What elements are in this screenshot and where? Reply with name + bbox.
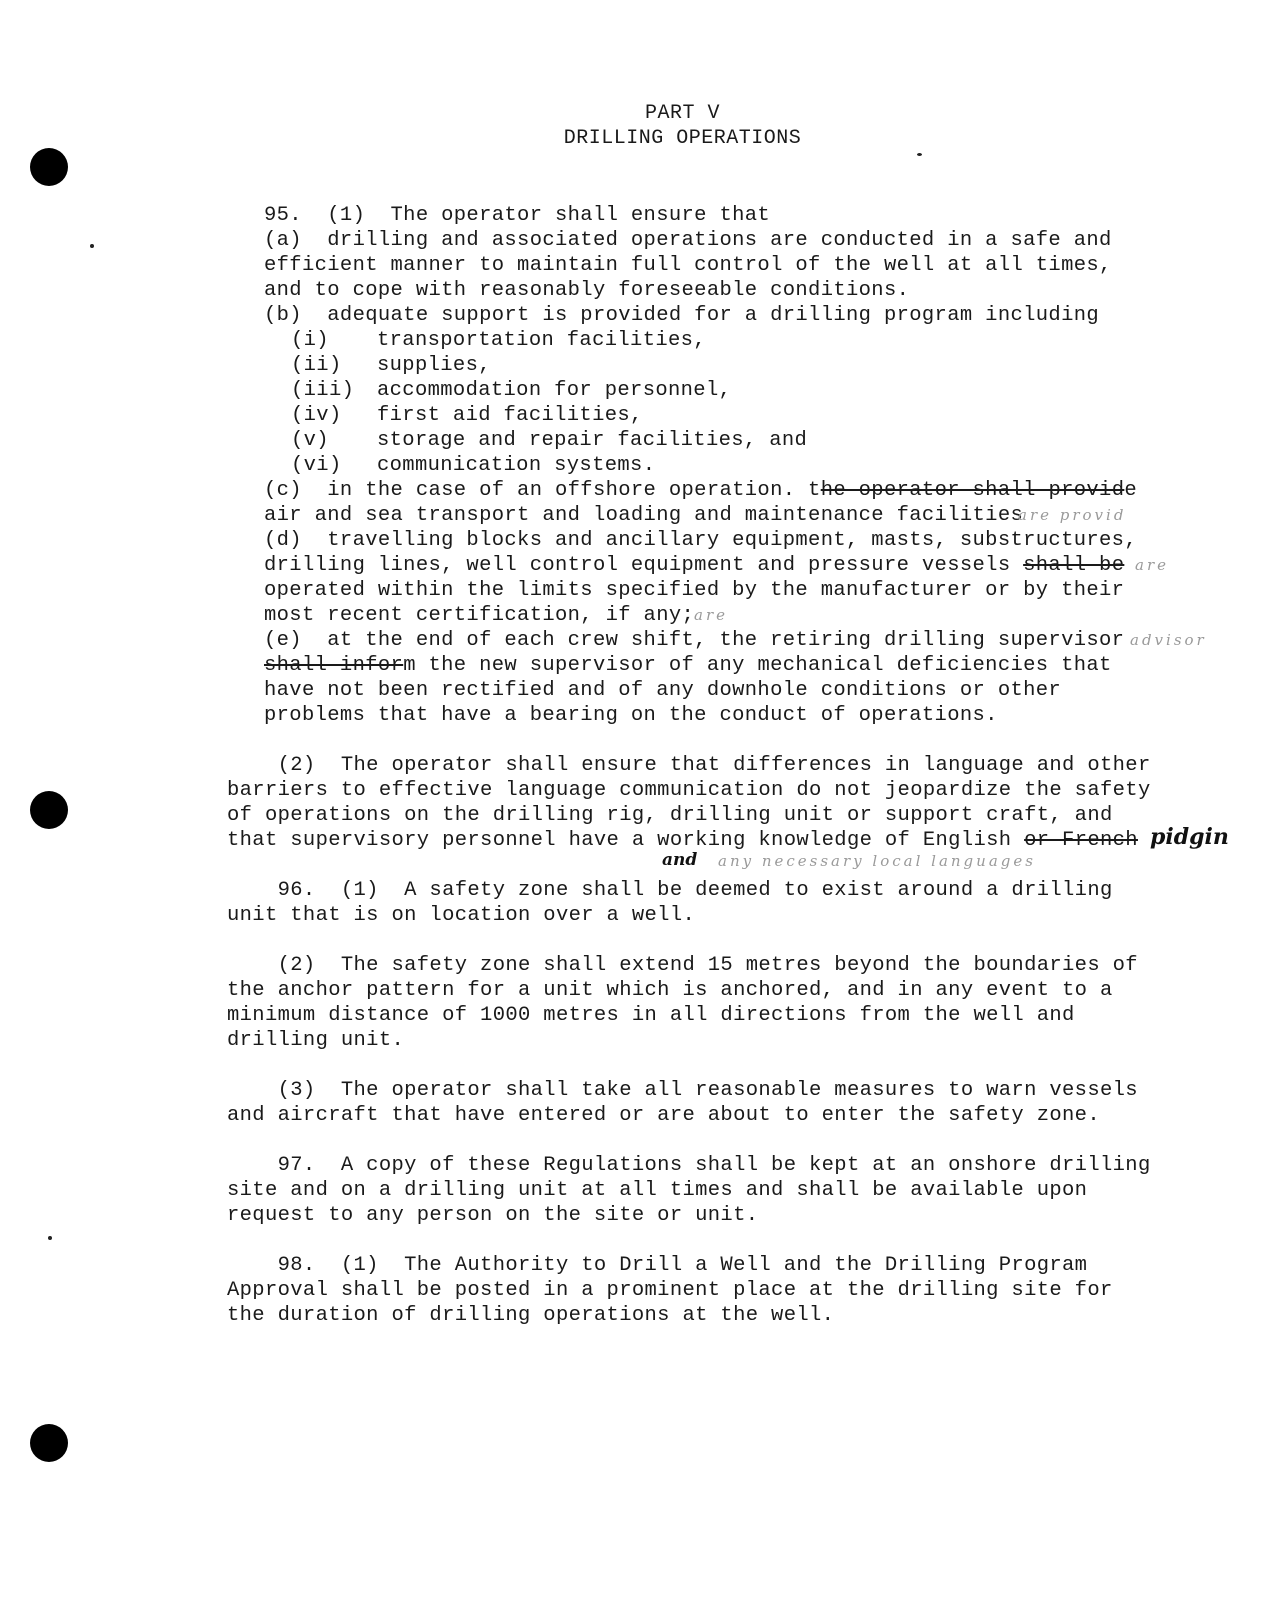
item-number: (ii): [291, 354, 342, 377]
handwritten-annotation: are provid: [1018, 506, 1127, 524]
clause-a-line: and to cope with reasonably foreseeable conditions.: [264, 279, 910, 302]
handwritten-annotation: are: [694, 606, 728, 624]
struck-text: he operator shall provid: [820, 479, 1125, 502]
section-98-1: 98. (1) The Authority to Drill a Well and the Drilling Program: [227, 1254, 1088, 1277]
clause-c-line: air and sea transport and loading and maintenance facilities: [264, 504, 1024, 527]
struck-text: shall infor: [264, 654, 404, 677]
clause-d-line: drilling lines, well control equipment and pressure vessels shall be: [264, 554, 1125, 577]
section-96-1: 96. (1) A safety zone shall be deemed to exist around a drilling: [227, 879, 1113, 902]
clause-d-line: (d) travelling blocks and ancillary equipment, masts, substructures,: [264, 529, 1137, 552]
speck: [90, 244, 94, 248]
part-heading: PART V: [644, 102, 720, 125]
handwritten-annotation: are: [1135, 556, 1169, 574]
section-96-1: unit that is on location over a well.: [227, 904, 696, 927]
speck: [917, 153, 922, 156]
item-text: transportation facilities,: [377, 329, 706, 352]
handwritten-annotation: any necessary local languages: [718, 852, 1036, 870]
section-95-2: barriers to effective language communication do not jeopardize the safety: [227, 779, 1151, 802]
clause-b-line: (b) adequate support is provided for a drilling program including: [264, 304, 1100, 327]
section-98-1: Approval shall be posted in a prominent place at the drilling site for: [227, 1279, 1113, 1302]
speck: [48, 1236, 52, 1240]
section-95-2: of operations on the drilling rig, drilling unit or support craft, and: [227, 804, 1113, 827]
section-95-2: that supervisory personnel have a working knowledge of English or French: [227, 829, 1138, 852]
item-text: communication systems.: [377, 454, 656, 477]
section-96-2: (2) The safety zone shall extend 15 metres beyond the boundaries of: [227, 954, 1138, 977]
item-number: (v): [291, 429, 329, 452]
section-95-2: (2) The operator shall ensure that differences in language and other: [227, 754, 1151, 777]
struck-text: shall be: [1023, 554, 1125, 577]
handwritten-annotation: advisor: [1130, 631, 1207, 649]
struck-text: or French: [1024, 829, 1138, 852]
clause-a-line: (a) drilling and associated operations are conducted in a safe and: [264, 229, 1112, 252]
binder-hole: [30, 1424, 68, 1462]
section-95-1: 95. (1) The operator shall ensure that: [264, 204, 771, 227]
section-96-2: drilling unit.: [227, 1029, 405, 1052]
section-97: site and on a drilling unit at all times and shall be available upon: [227, 1179, 1088, 1202]
clause-d-line: most recent certification, if any;: [264, 604, 695, 627]
item-text: first aid facilities,: [377, 404, 643, 427]
item-number: (vi): [291, 454, 342, 477]
clause-e-line: have not been rectified and of any downhole conditions or other: [264, 679, 1062, 702]
handwritten-annotation: and: [662, 850, 698, 870]
item-text: accommodation for personnel,: [377, 379, 732, 402]
item-number: (iv): [291, 404, 342, 427]
section-97: request to any person on the site or unit.: [227, 1204, 759, 1227]
clause-e-line: problems that have a bearing on the conduct of operations.: [264, 704, 998, 727]
clause-d-line: operated within the limits specified by the manufacturer or by their: [264, 579, 1125, 602]
section-96-3: (3) The operator shall take all reasonable measures to warn vessels: [227, 1079, 1138, 1102]
handwritten-annotation: pidgin: [1150, 824, 1229, 850]
clause-a-line: efficient manner to maintain full control of the well at all times,: [264, 254, 1112, 277]
item-text: storage and repair facilities, and: [377, 429, 808, 452]
item-number: (iii): [291, 379, 355, 402]
section-96-3: and aircraft that have entered or are about to enter the safety zone.: [227, 1104, 1100, 1127]
clause-e-line: (e) at the end of each crew shift, the retiring drilling supervisor: [264, 629, 1125, 652]
clause-e-line: shall inform the new supervisor of any mechanical deficiencies that: [264, 654, 1112, 677]
binder-hole: [30, 791, 68, 829]
section-96-2: minimum distance of 1000 metres in all directions from the well and: [227, 1004, 1075, 1027]
item-text: supplies,: [377, 354, 491, 377]
section-97: 97. A copy of these Regulations shall be kept at an onshore drilling: [227, 1154, 1151, 1177]
item-number: (i): [291, 329, 329, 352]
page-title: DRILLING OPERATIONS: [563, 127, 802, 150]
section-96-2: the anchor pattern for a unit which is anchored, and in any event to a: [227, 979, 1113, 1002]
section-98-1: the duration of drilling operations at the well.: [227, 1304, 835, 1327]
clause-c-line: (c) in the case of an offshore operation. the operator shall provide: [264, 479, 1138, 502]
binder-hole: [30, 148, 68, 186]
